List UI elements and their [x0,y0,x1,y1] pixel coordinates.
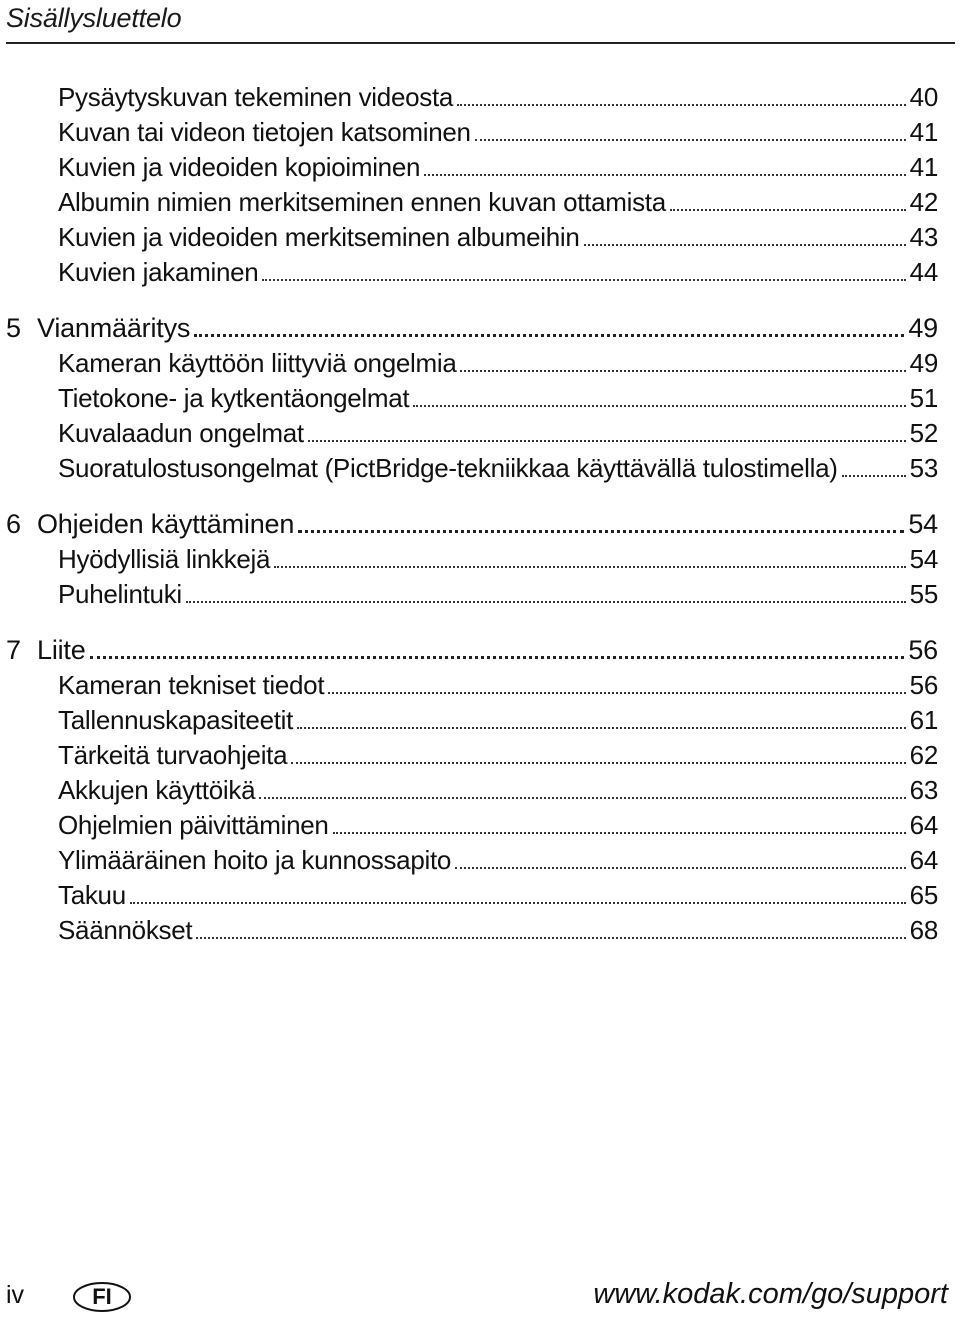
toc-page-number: 54 [908,509,938,539]
toc-entry[interactable] [58,380,938,414]
toc-entry[interactable] [58,737,938,771]
toc-entry[interactable] [58,667,938,701]
toc-page-number: 56 [908,635,938,665]
toc-chapter-number: 5 [6,313,21,343]
toc-chapter[interactable] [6,632,938,666]
toc-dot-leader [842,475,906,477]
toc-entry[interactable] [58,184,938,218]
toc-chapter-number: 7 [6,635,21,665]
toc-title: Vianmääritys [37,313,191,343]
toc-dot-leader [460,370,905,372]
toc-entry[interactable] [58,807,938,841]
toc-page-number: 49 [908,313,938,343]
page-title: Sisällysluettelo [6,3,182,33]
toc-entry[interactable] [58,576,938,610]
toc-dot-leader [308,440,906,442]
toc-title: Takuu [58,880,126,910]
toc-page-number: 53 [909,453,938,483]
toc-entry[interactable] [58,450,938,484]
toc-dot-leader [424,174,906,176]
toc-page-number: 41 [909,117,938,147]
toc-title: Suoratulostusongelmat (PictBridge-tekniikkaa käyttävällä tulostimella) [58,453,838,483]
toc-page-number: 51 [909,383,938,413]
toc-title: Tallennuskapasiteetit [58,705,294,735]
toc-page-number: 43 [909,222,938,252]
toc-dot-leader [584,244,906,246]
toc-chapter-number: 6 [6,509,21,539]
toc-entry[interactable] [58,345,938,379]
language-badge-label: FI [92,1284,112,1309]
toc-entry[interactable] [58,541,938,575]
toc-page-number: 61 [909,705,938,735]
toc-title: Tärkeitä turvaohjeita [58,740,288,770]
toc-dot-leader [90,656,905,659]
toc-dot-leader [297,727,906,729]
header-divider [6,42,955,44]
toc-dot-leader [457,104,906,106]
toc-title: Kuvien jakaminen [58,257,259,287]
toc-title: Kuvien ja videoiden kopioiminen [58,152,421,182]
toc-dot-leader [186,601,906,603]
toc-dot-leader [670,209,906,211]
toc-title: Ohjeiden käyttäminen [37,509,295,539]
toc-title: Ylimääräinen hoito ja kunnossapito [58,845,452,875]
toc-title: Pysäytyskuvan tekeminen videosta [58,82,454,112]
toc-chapter[interactable] [6,310,938,344]
toc-page-number: 62 [909,740,938,770]
toc-page-number: 64 [909,845,938,875]
toc-dot-leader [475,139,906,141]
toc-page-number: 49 [909,348,938,378]
toc-title: Kameran tekniset tiedot [58,670,325,700]
page-number: iv [6,1281,25,1309]
toc-title: Hyödyllisiä linkkejä [58,544,271,574]
toc-title: Säännökset [58,915,193,945]
toc-dot-leader [291,762,905,764]
toc-dot-leader [333,832,906,834]
toc-page-number: 63 [909,775,938,805]
toc-page-number: 56 [909,670,938,700]
toc-title: Kuvan tai videon tietojen katsominen [58,117,471,147]
language-badge [72,1281,132,1313]
toc-dot-leader [455,867,906,869]
toc-dot-leader [196,937,905,939]
toc-title: Liite [37,635,86,665]
toc-page-number: 44 [909,257,938,287]
toc-page-number: 55 [909,579,938,609]
toc-title: Tietokone- ja kytkentäongelmat [58,383,410,413]
toc-page-number: 65 [909,880,938,910]
toc-dot-leader [328,692,905,694]
toc-dot-leader [262,279,905,281]
toc-entry[interactable] [58,415,938,449]
toc-entry[interactable] [58,772,938,806]
toc-entry[interactable] [58,149,938,183]
toc-title: Kuvien ja videoiden merkitseminen albumeihin [58,222,580,252]
toc-chapter[interactable] [6,506,938,540]
toc-title: Akkujen käyttöikä [58,775,256,805]
toc-title: Kuvalaadun ongelmat [58,418,304,448]
toc-dot-leader [274,566,905,568]
support-url-link[interactable]: www.kodak.com/go/support [593,1278,948,1310]
toc-dot-leader [259,797,905,799]
toc-title: Kameran käyttöön liittyviä ongelmia [58,348,457,378]
toc-entry[interactable] [58,842,938,876]
toc-dot-leader [298,530,904,533]
toc-title: Puhelintuki [58,579,182,609]
toc-page-number: 68 [909,915,938,945]
toc-entry[interactable] [58,114,938,148]
toc-entry[interactable] [58,254,938,288]
toc-page-number: 64 [909,810,938,840]
toc-page-number: 42 [909,187,938,217]
toc-dot-leader [130,902,906,904]
toc-page-number: 40 [909,82,938,112]
toc-page-number: 54 [909,544,938,574]
toc-entry[interactable] [58,702,938,736]
toc-entry[interactable] [58,79,938,113]
toc-dot-leader [194,334,904,337]
toc-dot-leader [413,405,905,407]
toc-title: Albumin nimien merkitseminen ennen kuvan ottamista [58,187,666,217]
toc-page-number: 52 [909,418,938,448]
toc-title: Ohjelmien päivittäminen [58,810,329,840]
toc-entry[interactable] [58,219,938,253]
toc-entry[interactable] [58,877,938,911]
toc-entry[interactable] [58,912,938,946]
toc-page-number: 41 [909,152,938,182]
